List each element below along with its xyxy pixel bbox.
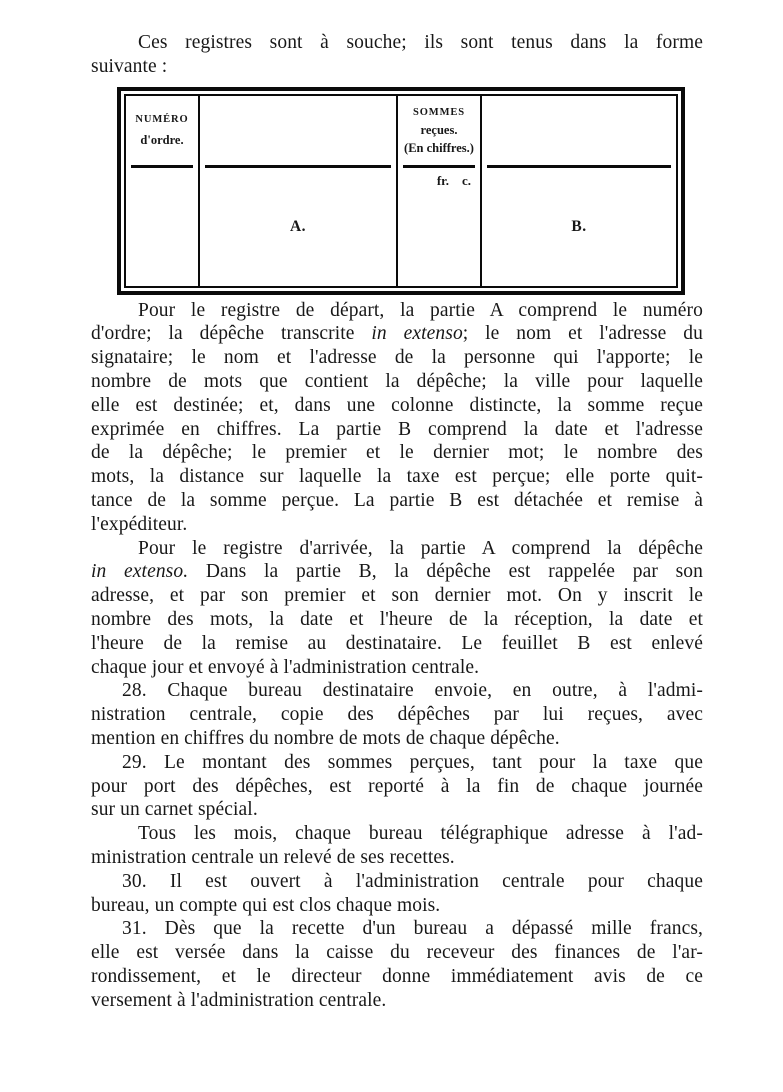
para-article-28 <box>91 679 703 750</box>
text-line: l'expéditeur. <box>91 513 188 535</box>
text-line: signataire; le nom et l'adresse de la personne qui l'apporte; le <box>91 347 703 369</box>
text-line: bureau, un compte qui est clos chaque mois. <box>91 894 441 916</box>
text-line: d'ordre; la dépêche transcrite in extenso; le nom et l'adresse du <box>91 323 703 345</box>
registre-table <box>117 87 685 295</box>
partie-b-cell <box>482 168 676 286</box>
column-partie-b <box>480 96 676 286</box>
text-block <box>91 31 703 1013</box>
column-sommes-recues <box>396 96 480 286</box>
ordre-header-label: d'ordre. <box>140 133 184 148</box>
text-line: chaque jour et envoyé à l'administration centrale. <box>91 656 480 678</box>
text-line: elle est versée dans la caisse du receveur des finances de l'ar- <box>91 942 703 964</box>
text-line: in extenso. Dans la partie B, la dépêche est rappelée par son <box>91 561 703 583</box>
francs-unit: fr. <box>436 172 449 188</box>
text-line: ministration centrale un relevé de ses recettes. <box>91 846 455 868</box>
text-line: elle est destinée; et, dans une colonne distincte, la somme reçue <box>91 394 703 416</box>
sommes-header-label: SOMMES <box>412 106 466 118</box>
intro-paragraph <box>91 31 703 79</box>
text-line: Pour le registre de départ, la partie A comprend le numéro <box>138 299 703 321</box>
sommes-recues-cell <box>398 168 480 286</box>
partie-b-header <box>482 96 676 165</box>
text-line: 30. Il est ouvert à l'administration centrale pour chaque <box>122 870 703 892</box>
partie-a-cell <box>200 168 396 286</box>
text-line: nombre de mots que contient la dépêche; la ville pour laquelle <box>91 370 703 392</box>
centimes-unit: c. <box>461 172 471 188</box>
numero-ordre-header <box>126 96 198 165</box>
text-line: Ces registres sont à souche; ils sont tenus dans la forme <box>138 32 703 53</box>
currency-units-label <box>437 173 471 189</box>
text-line: pour port des dépêches, est reporté à la fin de chaque journée <box>91 775 703 797</box>
column-partie-a <box>198 96 396 286</box>
text-line: de la dépêche; le premier et le dernier mot; le nombre des <box>91 442 703 464</box>
para-article-31 <box>91 917 703 1012</box>
text-line: Tous les mois, chaque bureau télégraphique adresse à l'ad- <box>138 823 703 845</box>
para-article-29 <box>91 751 703 822</box>
en-chiffres-header-label: (En chiffres.) <box>404 140 474 155</box>
text-line: 31. Dès que la recette d'un bureau a dépassé mille francs, <box>122 918 703 940</box>
numero-header-label: NUMÉRO <box>135 114 189 126</box>
text-line: 29. Le montant des sommes perçues, tant pour la taxe que <box>122 751 703 773</box>
text-line: l'heure de la remise au destinataire. Le feuillet B est enlevé <box>91 632 703 654</box>
para-tous-les-mois <box>91 822 703 870</box>
text-line: Pour le registre d'arrivée, la partie A comprend la dépêche <box>138 537 703 559</box>
text-line: nombre des mots, la date et l'heure de la réception, la date et <box>91 608 703 630</box>
recues-header-label: reçues. <box>420 122 458 137</box>
column-numero-ordre <box>126 96 198 286</box>
text-line: nistration centrale, copie des dépêches par lui reçues, avec <box>91 704 703 726</box>
text-line: exprimée en chiffres. La partie B comprend la date et l'adresse <box>91 418 703 440</box>
partie-a-header <box>200 96 396 165</box>
numero-ordre-cell <box>126 168 198 286</box>
partie-a-label: A. <box>289 217 307 235</box>
text-line: mots, la distance sur laquelle la taxe est perçue; elle porte quit- <box>91 466 703 488</box>
para-registre-depart <box>91 299 703 537</box>
text-line: rondissement, et le directeur donne immédiatement avis de ce <box>91 965 703 987</box>
text-line: tance de la somme perçue. La partie B est détachée et remise à <box>91 489 703 511</box>
para-article-30 <box>91 870 703 918</box>
text-line: suivante : <box>91 55 168 77</box>
text-line: sur un carnet spécial. <box>91 799 258 821</box>
para-registre-arrivee <box>91 537 703 680</box>
sommes-recues-header <box>398 96 480 165</box>
text-line: mention en chiffres du nombre de mots de chaque dépêche. <box>91 727 560 749</box>
text-line: 28. Chaque bureau destinataire envoie, en outre, à l'admi- <box>122 680 703 702</box>
text-line: adresse, et par son premier et son dernier mot. On y inscrit le <box>91 585 703 607</box>
text-line: versement à l'administration centrale. <box>91 989 387 1011</box>
partie-b-label: B. <box>571 217 587 235</box>
registre-table-inner-border <box>124 94 678 288</box>
